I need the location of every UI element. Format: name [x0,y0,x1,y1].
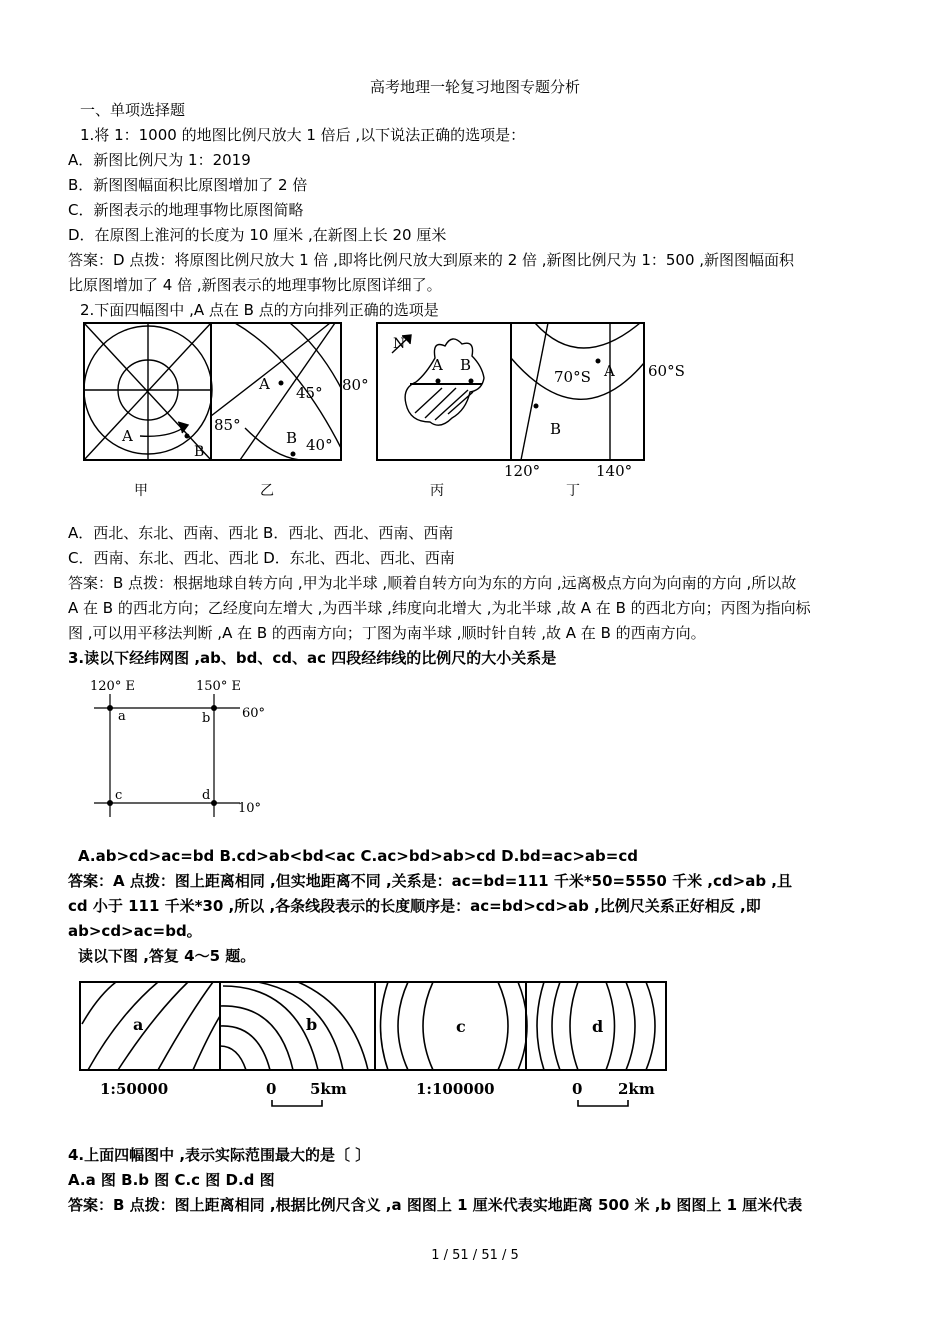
ding-lat70s: 70°S [554,368,591,386]
yi-lat40: 40° [306,436,333,454]
q45-scale-a: 1:50000 [100,1080,169,1098]
q45-scale-c: 1:100000 [416,1080,495,1098]
ding-lat60s: 60°S [648,362,685,380]
yi-lat45: 45° [296,384,323,402]
q2-figures [80,318,685,480]
q45-label-d: d [592,1017,604,1036]
q45-scale-b-zero: 0 [266,1080,277,1098]
q3-point-c: c [115,788,123,803]
contour-a2 [88,982,158,1070]
q3-lon120: 120° E [90,679,135,694]
q3-answer-line3: ab>cd>ac=bd。 [68,922,202,940]
caption-jia: 甲 [134,483,148,499]
q3-answer-line2: cd 小于 111 千米*30 ,所以 ,各条线段表示的长度顺序是：ac=bd>cd>ab ,比例尺关系正好相反 ,即 [68,897,761,915]
q3-answer-line1: 答案：A 点拨：图上距离相同 ,但实地距离不同 ,关系是：ac=bd=111 千米*50=5550 千米 ,cd>ab ,且 [68,872,792,890]
ding-label-b: B [550,420,562,438]
contour-a3 [118,982,188,1070]
jia-label-a: A [122,427,133,445]
q3-point-a: a [118,709,126,724]
q4-stem: 4.上面四幅图中 ,表示实际范围最大的是〔 〕 [68,1146,371,1164]
contour-a1 [82,982,116,1024]
fig-ding-frame [511,323,644,460]
section-heading: 一、单项选择题 [80,101,186,119]
ding-lon140: 140° [596,462,633,480]
ding-label-a: A [604,362,615,380]
yi-lat85: 85° [214,416,241,434]
q45-label-c: c [456,1017,466,1036]
q3-point-b: b [202,711,211,726]
q3-lat60: 60° [242,706,266,721]
yi-label-a: A [259,375,270,393]
q2-options-line2: C．西南、东北、西北、西北 D．东北、西北、西北、西南 [68,549,455,567]
q2-answer-line2: A 在 B 的西北方向；乙经度向左增大 ,为西半球 ,纬度向北增大 ,为北半球 ,故 A 在 B 的西北方向；丙图为指向标 [68,599,811,617]
q3-options: A.ab>cd>ac=bd B.cd>ab<bd<ac C.ac>bd>ab>cd D.bd=ac>ab=cd [78,847,638,865]
ding-lon120: 120° [504,462,541,480]
yi-lon80: 80° [342,376,369,394]
q1-answer-line1: 答案：D 点拨：将原图比例尺放大 1 倍 ,即将比例尺放大到原来的 2 倍 ,新图比例尺为 1：500 ,新图图幅面积 [68,251,795,269]
jia-label-b: B [194,444,205,460]
q4-options: A.a 图 B.b 图 C.c 图 D.d 图 [68,1171,275,1189]
q2-answer-line1: 答案：B 点拨：根据地球自转方向 ,甲为北半球 ,顺着自转方向为东的方向 ,远离极点方向为向南的方向 ,所以故 [68,574,797,592]
q4-answer-line1: 答案：B 点拨：图上距离相同 ,根据比例尺含义 ,a 图图上 1 厘米代表实地距离 500 米 ,b 图图上 1 厘米代表 [68,1196,803,1214]
q45-label-b: b [306,1015,318,1034]
q45-scale-d-zero: 0 [572,1080,583,1098]
q3-lon150: 150° E [196,679,241,694]
q2-options-line1: A．西北、东北、西南、西北 B．西北、西北、西南、西南 [68,524,454,542]
caption-ding: 丁 [566,483,580,499]
page-title: 高考地理一轮复习地图专题分析 [369,78,580,96]
q3-point-d: d [202,788,211,803]
q2-stem: 2.下面四幅图中 ,A 点在 B 点的方向排列正确的选项是 [80,301,439,319]
q45-intro: 读以下图 ,答复 4～5 题。 [78,947,256,965]
q1-option-d: D．在原图上淮河的长度为 10 厘米 ,在新图上长 20 厘米 [68,226,447,244]
bing-label-b: B [460,356,472,374]
q3-lat10: 10° [238,801,262,816]
bing-label-a: A [432,356,443,374]
q1-option-c: C．新图表示的地理事物比原图简略 [68,201,304,219]
bing-label-n: N [393,336,406,352]
contour-a4 [158,982,213,1070]
yi-label-b: B [286,429,298,447]
page-footer: 1 / 51 / 51 / 5 [431,1248,519,1263]
caption-yi: 乙 [260,483,274,499]
q1-answer-line2: 比原图增加了 4 倍 ,新图表示的地理事物比原图详细了。 [68,276,442,294]
q1-stem: 1.将 1：1000 的地图比例尺放大 1 倍后 ,以下说法正确的选项是： [80,126,526,144]
q3-stem: 3.读以下经纬网图 ,ab、bd、cd、ac 四段经纬线的比例尺的大小关系是 [68,649,557,667]
q45-figures [78,976,678,1116]
q45-scale-d: 2km [618,1080,655,1098]
q1-option-a: A．新图比例尺为 1：2019 [68,151,251,169]
q3-graticule [80,672,280,822]
q45-label-a: a [133,1015,144,1034]
contour-a5 [193,1016,220,1070]
caption-bing: 丙 [430,483,444,499]
q45-scale-b: 5km [310,1080,347,1098]
q1-option-b: B．新图图幅面积比原图增加了 2 倍 [68,176,308,194]
q2-answer-line3: 图 ,可以用平移法判断 ,A 在 B 的西南方向；丁图为南半球 ,顺时针自转 ,故 A 在 B 的西南方向。 [68,624,706,642]
jia-rotation-arrow [140,426,186,436]
